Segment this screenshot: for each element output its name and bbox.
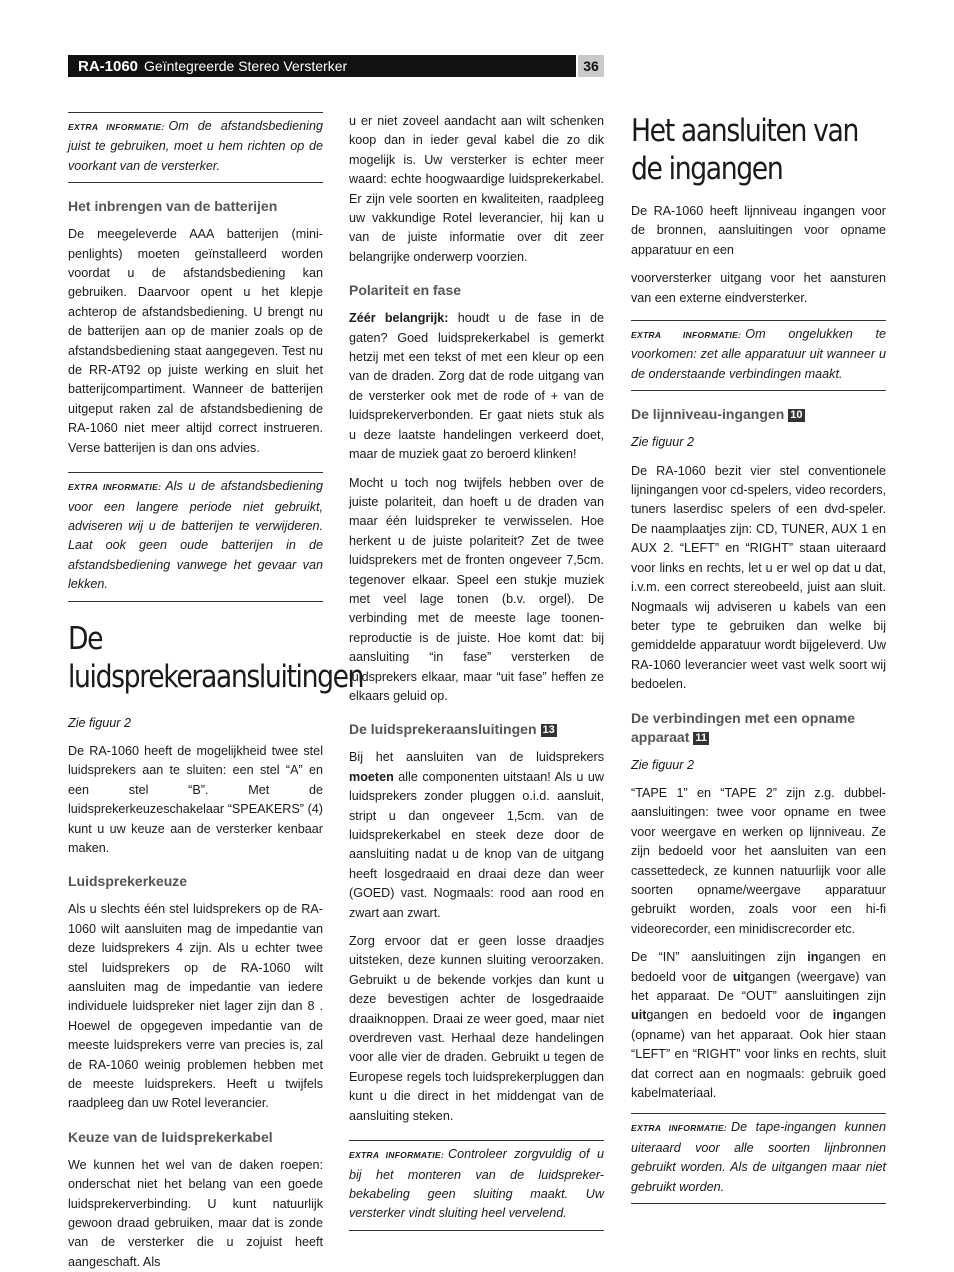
heading-speaker-connections: [349, 720, 604, 739]
note-text: Als u de afstandsbediening voor een langere periode niet gebruikt, adviseren wij u de batterijen te verwijderen. Laat ook geen oude batterijen in de afstandsbediening vanwege het gevaar van lekken.: [68, 479, 323, 592]
paragraph-text: gangen en bedoeld voor de: [646, 1008, 833, 1023]
header-title: Geïntegreerde Stereo Versterker: [144, 58, 348, 74]
page-number: 36: [578, 55, 604, 77]
info-note: [68, 472, 323, 601]
heading-recorder-connections: [631, 709, 886, 747]
paragraph: De meegeleverde AAA batterijen (mini-penlights) moeten geïnstalleerd worden voordat u de afstandsbediening kan gebruiken. Daarvoor opent u het klepje achterop de afstandsbediening. U brengt nu de batterijen aan op de manier zoals op de afstandsbediening staat aangegeven. Test nu de RR-AT92 op juiste werking en sluit het batterijcompartiment. Wanneer de batterijen uitgeput raken zal de afstandsbediening de RA-1060 niet meer altijd correct instrueren. Verse batterijen is dan ons advies.: [68, 227, 323, 455]
emphasis: Zéér belangrijk:: [349, 311, 449, 326]
paragraph-text: De “IN” aansluitingen zijn: [631, 950, 808, 965]
figure-number-badge: 13: [542, 724, 555, 737]
heading-text: De lijnniveau-ingangen: [631, 406, 785, 423]
column-2: [349, 112, 604, 1243]
paragraph: [631, 948, 886, 1103]
heading-polarity: Polariteit en fase: [349, 282, 462, 299]
figure-reference: Zie figuur 2: [631, 435, 694, 450]
section-title-speakers: De luidsprekeraansluitingen: [68, 620, 364, 695]
info-note: [631, 320, 886, 391]
paragraph-text: gangen en bedoeld voor de: [631, 950, 886, 984]
figure-reference: Zie figuur 2: [68, 715, 131, 730]
paragraph-text: gangen (opname) van het apparaat. Ook hier staan “LEFT” en “RIGHT” voor links en rechts, sluit dat correct aan en nogmaals: gebruik goed kabelmateriaal.: [631, 1008, 886, 1101]
paragraph: [349, 309, 604, 464]
paragraph: We kunnen het wel van de daken roepen: onderschat niet het belang van een goede luidsprekerverbinding. U kunt natuurlijk gewoon draad gebruiken, maar dat is zonde van de versterker die u zojuist heeft aangeschaft. Als: [68, 1157, 323, 1269]
heading-line-inputs: [631, 405, 886, 424]
note-text: Controleer zorgvuldig of u bij het monteren van de luidspreker-bekabeling geen sluiting maakt. Uw versterker vindt sluiting heel vervelend.: [349, 1147, 604, 1221]
emphasis: uit: [631, 1008, 647, 1023]
paragraph-text: alle componenten uitstaan! Als u uw luidsprekers zonder pluggen o.i.d. aansluit, stript u dan ongeveer 1,5cm. van de luidsprekerkabel en steek deze door de aansluiting nadat u de knop van de uitgang heeft losgedraaid en draai deze dan weer (GOED) vast. Nogmaals: rood aan rood en zwart aan zwart.: [349, 769, 604, 920]
emphasis: in: [807, 950, 819, 965]
paragraph: [349, 748, 604, 923]
paragraph-text: houdt u de fase in de gaten? Goed luidsprekerkabel is gemerkt hetzij met een tekst of met een kleur op een van de draden. Zorg dat de rode uitgang van de versterker ook met de rode of + van de luidsprekerverbonden. Er gaat niets stuk als u deze laatste handelingen verkeerd doet, maar de muziek gaat zo beroerd klinken!: [349, 311, 604, 462]
paragraph-text: Bij het aansluiten van de luidsprekers: [349, 750, 604, 765]
column-1: [68, 112, 364, 1272]
note-label: EXTRA INFORMATIE:: [631, 330, 742, 341]
section-title-inputs: Het aansluiten van de ingangen: [631, 113, 859, 187]
paragraph: Als u slechts één stel luidsprekers op de RA-1060 wilt aansluiten mag de impedantie van deze luidsprekers 4 zijn. Als u echter twee stel luidsprekers op de RA-1060 wilt aansluiten mag de impedantie van iedere individuele luidspreker niet lager zijn dan 8 . Hoewel de opgegeven impedantie van de meeste luidsprekers verre van precies is, zal de RA-1060 weinig problemen hebben met de meeste luidsprekers. Heeft u twijfels raadpleeg dan uw Rotel leverancier.: [68, 902, 323, 1111]
emphasis: moeten: [349, 769, 394, 784]
figure-number-badge: 10: [790, 409, 803, 422]
figure-number-badge: 11: [695, 731, 707, 744]
paragraph: u er niet zoveel aandacht aan wilt schenken koop dan in ieder geval kabel die zo dik mogelijk is. Uw versterker is echter meer waard: echte hoogwaardige luidsprekerkabel. Er zijn vele soorten en kwaliteiten, raadpleeg uw vakkundige Rotel leverancier, hij kan u van de juiste informatie over dit zeer belangrijke onderwerp voorzien.: [349, 114, 604, 264]
info-note: [68, 112, 323, 183]
note-text: Om de afstandsbediening juist te gebruiken, moet u hem richten op de voorkant van de versterker.: [68, 119, 323, 173]
note-label: EXTRA INFORMATIE:: [349, 1150, 444, 1161]
heading-cable-choice: Keuze van de luidsprekerkabel: [68, 1128, 273, 1145]
model-name: RA-1060: [78, 57, 139, 75]
column-3: [631, 112, 886, 1216]
note-label: EXTRA INFORMATIE:: [631, 1123, 728, 1134]
paragraph: De RA-1060 heeft lijnniveau ingangen voor de bronnen, aansluitingen voor opname apparatuur en een: [631, 204, 886, 257]
figure-reference: Zie figuur 2: [631, 757, 694, 772]
info-note: [349, 1140, 604, 1231]
note-text: De tape-ingangen kunnen uiteraard voor alle soorten lijnbronnen gebruikt worden. Als de uitgangen maar niet gebruikt worden.: [631, 1120, 886, 1194]
note-label: EXTRA INFORMATIE:: [68, 482, 162, 493]
note-label: EXTRA INFORMATIE:: [68, 122, 165, 132]
heading-speaker-choice: Luidsprekerkeuze: [68, 873, 188, 890]
paragraph: De RA-1060 bezit vier stel conventionele lijningangen voor cd-spelers, video recorders, tuners laserdisc spelers of een dvd-speler. De naamplaatjes zijn: CD, TUNER, AUX 1 en AUX 2. “LEFT” en “RIGHT” staan uiteraard voor links en rechts, let u er wel op dat u dat, i.v.m. een correct stereobeeld, juist aan sluit. Nogmaals wij adviseren u kabels van een beter type te gebruiken dan welke bij gemiddelde apparatuur wordt bijgeleverd. Uw RA-1060 leverancier weet vast welk soort wij bedoelen.: [631, 463, 886, 692]
paragraph: Zorg ervoor dat er geen losse draadjes uitsteken, deze kunnen sluiting veroorzaken. Gebruikt u de bekende vorkjes dan kunt u deze bevestigen achter de losgedraaide draaiknoppen. Draai ze weer goed, maar niet overdreven vast. Herhaal deze handelingen voor alle vier de draden. Gebruikt u tegen de Europese regels toch luidsprekerpluggen dan kunt u die direct in het middengat van de aansluiting steken.: [349, 934, 604, 1123]
page-header: [68, 55, 576, 77]
paragraph: voorversterker uitgang voor het aansturen van een externe eindversterker.: [631, 271, 886, 305]
info-note: [631, 1113, 886, 1204]
emphasis: uit: [732, 969, 749, 984]
heading-text: De verbindingen met een opname apparaat: [631, 709, 856, 745]
note-text: Om ongelukken te voorkomen: zet alle apparatuur uit wanneer u de onderstaande verbindingen maakt.: [631, 327, 886, 381]
paragraph: “TAPE 1” en “TAPE 2” zijn z.g. dubbel-aansluitingen: twee voor opname en twee voor weergave en werken op lijnniveau. Ze zijn bedoeld voor het aansluiten van een cassettedeck, ze kunnen natuurlijk voor alle soorten opname/weergave apparatuur gebruikt worden, zoals voor een hi-fi videorecorder, een minidiscrecorder etc.: [631, 785, 886, 936]
paragraph: De RA-1060 heeft de mogelijkheid twee stel luidsprekers aan te sluiten: een stel “A” en een stel “B”. Met de luidsprekerkeuzeschakelaar “SPEAKERS” (4) kunt u uw keuze aan de versterker kenbaar maken.: [68, 743, 323, 855]
paragraph-text: gangen (weergave) van het apparaat. De “OUT” aansluitingen zijn: [631, 969, 886, 1003]
heading-batteries: Het inbrengen van de batterijen: [68, 198, 278, 215]
paragraph: Mocht u toch nog twijfels hebben over de juiste polariteit, dan hoeft u de draden van maar één luidspreker te verwisselen. Hoe herkent u de juiste polariteit? Zet de twee luidsprekers met de fronten ongeveer 7,5cm. tegenover elkaar. Speel een stukje muziek met veel lage tonen (b.v. orgel). De verbinding met de meeste lage toonen-reproductie is de juiste. Hoe komt dat: bij aansluiting “in fase” versterken de luidsprekers elkaar, maar “uit fase” heffen ze elkaars geluid op.: [349, 475, 604, 703]
emphasis: in: [832, 1008, 844, 1023]
heading-text: De luidsprekeraansluitingen: [349, 721, 537, 738]
